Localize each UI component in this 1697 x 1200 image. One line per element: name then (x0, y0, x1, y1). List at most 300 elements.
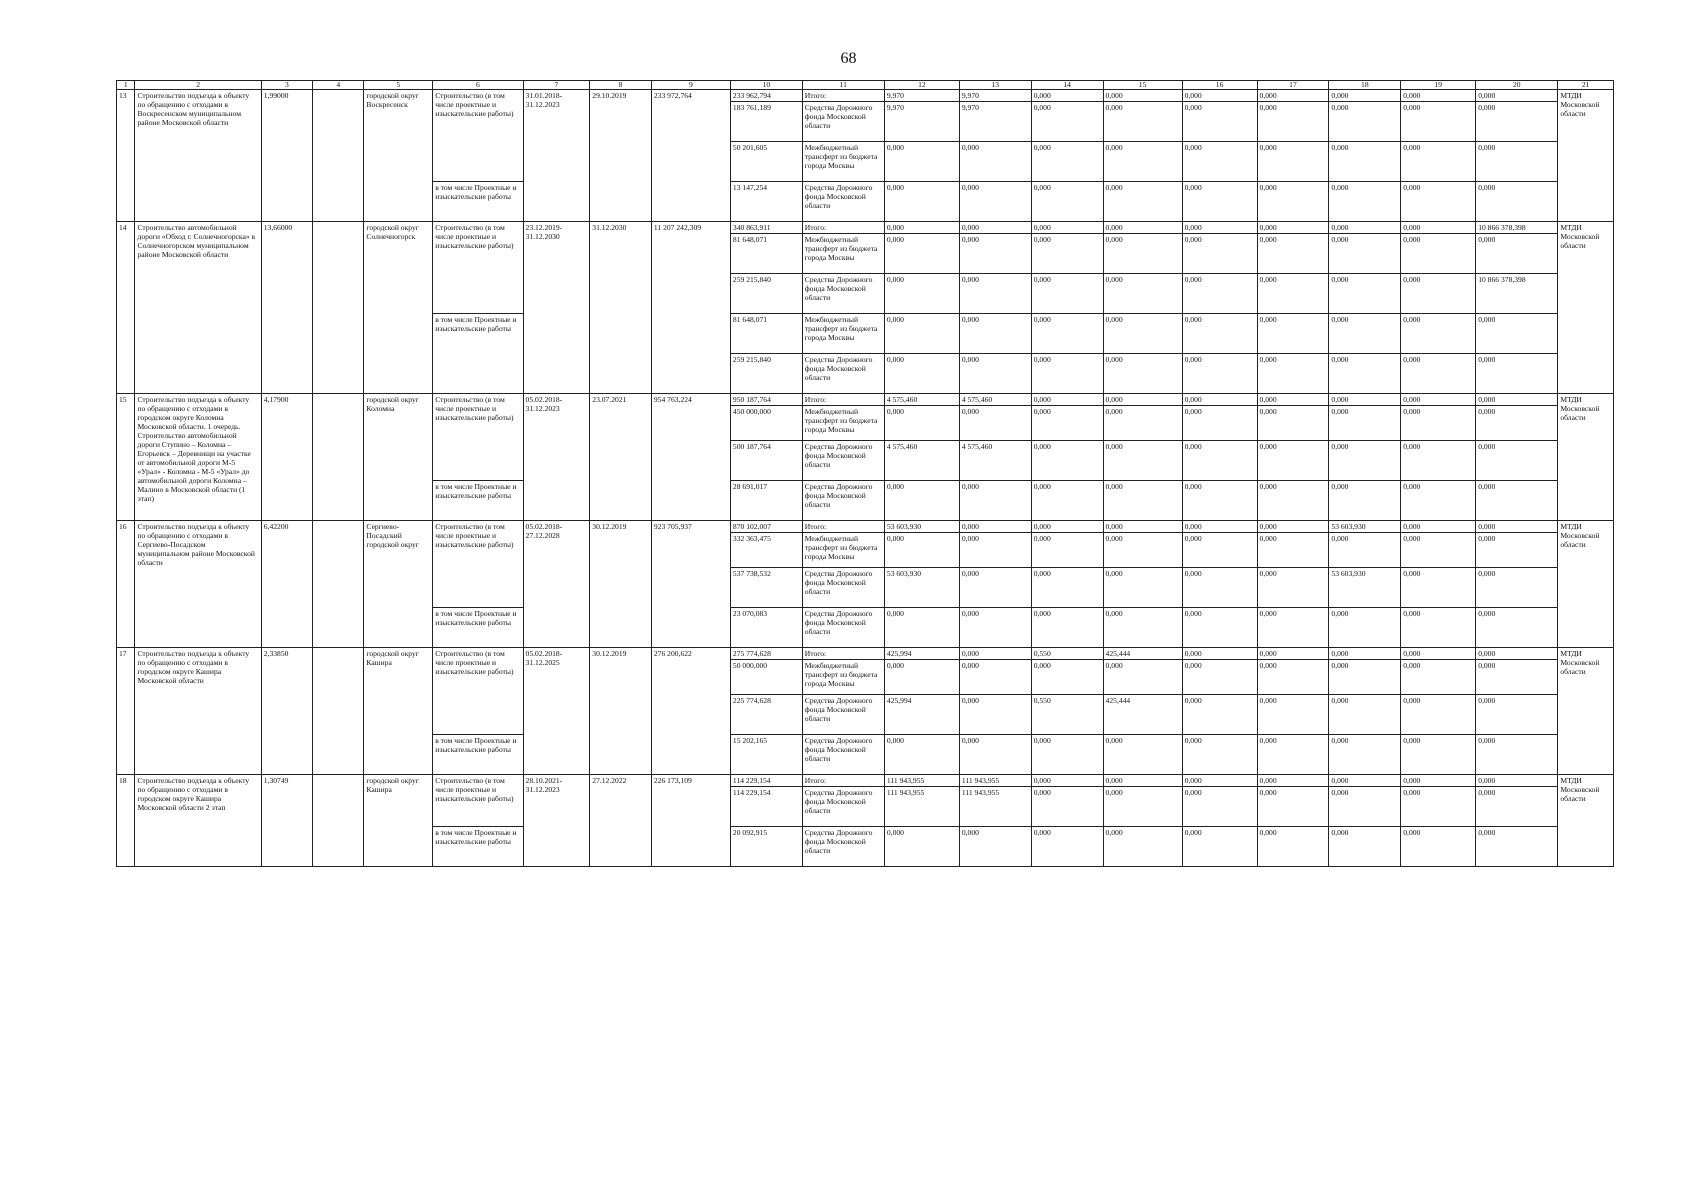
year-value: 9,970 (884, 90, 959, 102)
year-value: 9,970 (959, 102, 1031, 142)
funding-source: Межбюджетный трансферт из бюджета города Москвы (802, 234, 884, 274)
year-value: 0,000 (1031, 142, 1103, 182)
funded-amount: 275 774,628 (730, 648, 802, 660)
funding-source: Межбюджетный трансферт из бюджета города Москвы (802, 314, 884, 354)
year-value: 0,000 (959, 521, 1031, 533)
municipality: Сергиево-Посадский городской округ (364, 521, 433, 648)
year-value: 0,000 (1329, 648, 1401, 660)
year-value: 0,000 (1257, 182, 1329, 222)
year-value: 4 575,460 (884, 394, 959, 406)
year-value: 0,000 (1182, 827, 1257, 867)
column-number: 4 (313, 81, 364, 90)
year-value: 0,000 (1103, 90, 1182, 102)
funded-amount: 13 147,254 (730, 182, 802, 222)
object-name: Строительство подъезда к объекту по обращению с отходами в городском округе Коломна Московской области. 1 очередь. Строительство автомобильной дороги Ступино – Коломна – Егорьевск – Деревнищи на участке от автомобильной дороги М-5 «Урал» - Коломна - М-5 «Урал» до автомобильной дороги Коломна – Малино в Московской области (1 этап) (135, 394, 261, 521)
year-value: 0,000 (1182, 441, 1257, 481)
estimated-cost: 954 763,224 (651, 394, 730, 521)
year-value: 425,994 (884, 695, 959, 735)
year-value: 0,000 (959, 481, 1031, 521)
column-4 (313, 648, 364, 775)
year-value: 0,000 (1329, 775, 1401, 787)
column-4 (313, 394, 364, 521)
year-value: 0,000 (1476, 354, 1558, 394)
year-value: 0,000 (1103, 481, 1182, 521)
year-value: 0,000 (1103, 354, 1182, 394)
sub-work-type: в том числе Проектные и изыскательские работы (433, 314, 523, 394)
work-type: Строительство (в том числе проектные и изыскательские работы) (433, 648, 523, 735)
funding-source: Итого: (802, 775, 884, 787)
year-value: 0,000 (1329, 222, 1401, 234)
year-value: 425,444 (1103, 648, 1182, 660)
year-value: 0,000 (1031, 234, 1103, 274)
year-value: 0,000 (1182, 521, 1257, 533)
year-value: 0,000 (1103, 314, 1182, 354)
year-value: 0,000 (1329, 695, 1401, 735)
municipality: городской округ Воскресенск (364, 90, 433, 222)
budget-table-container (116, 80, 1614, 867)
table-row (117, 775, 1614, 787)
year-value: 0,000 (1401, 182, 1476, 222)
sub-work-type: в том числе Проектные и изыскательские работы (433, 182, 523, 222)
year-value: 0,000 (1257, 274, 1329, 314)
year-value: 0,000 (1257, 354, 1329, 394)
year-value: 0,000 (1476, 441, 1558, 481)
year-value: 0,000 (1257, 787, 1329, 827)
capacity: 1,30749 (261, 775, 312, 867)
year-value: 0,000 (884, 354, 959, 394)
year-value: 0,000 (1257, 394, 1329, 406)
year-value: 0,000 (1182, 406, 1257, 441)
funding-source: Средства Дорожного фонда Московской области (802, 608, 884, 648)
year-value: 0,000 (1182, 660, 1257, 695)
year-value: 0,000 (1182, 90, 1257, 102)
municipality: городской округ Коломна (364, 394, 433, 521)
year-value: 0,000 (1257, 142, 1329, 182)
completion-date: 27.12.2022 (590, 775, 652, 867)
year-value: 0,000 (884, 827, 959, 867)
column-number: 13 (959, 81, 1031, 90)
year-value: 0,000 (959, 827, 1031, 867)
work-type: Строительство (в том числе проектные и изыскательские работы) (433, 90, 523, 182)
column-number: 15 (1103, 81, 1182, 90)
year-value: 0,000 (1401, 90, 1476, 102)
column-number: 5 (364, 81, 433, 90)
year-value: 0,000 (1031, 568, 1103, 608)
year-value: 111 943,955 (959, 787, 1031, 827)
year-value: 0,000 (884, 608, 959, 648)
year-value: 0,000 (1031, 660, 1103, 695)
funded-amount: 183 761,189 (730, 102, 802, 142)
work-type: Строительство (в том числе проектные и изыскательские работы) (433, 222, 523, 314)
year-value: 0,000 (1103, 234, 1182, 274)
year-value: 0,000 (1476, 142, 1558, 182)
municipality: городской округ Кашира (364, 648, 433, 775)
year-value: 0,000 (884, 406, 959, 441)
completion-date: 31.12.2030 (590, 222, 652, 394)
year-value: 0,000 (1103, 775, 1182, 787)
capacity: 4,17900 (261, 394, 312, 521)
year-value: 0,000 (1031, 735, 1103, 775)
executor: МТДИ Московской области (1558, 521, 1614, 648)
year-value: 0,000 (1103, 102, 1182, 142)
funding-source: Средства Дорожного фонда Московской области (802, 568, 884, 608)
work-period: 05.02.2018-31.12.2025 (523, 648, 590, 775)
year-value: 0,000 (1182, 394, 1257, 406)
completion-date: 30.12.2019 (590, 521, 652, 648)
year-value: 0,000 (1476, 182, 1558, 222)
year-value: 0,000 (1031, 775, 1103, 787)
work-type: Строительство (в том числе проектные и изыскательские работы) (433, 775, 523, 827)
year-value: 0,000 (1031, 608, 1103, 648)
year-value: 0,000 (1476, 827, 1558, 867)
row-number: 17 (117, 648, 135, 775)
funded-amount: 870 102,007 (730, 521, 802, 533)
object-name: Строительство подъезда к объекту по обращению с отходами в Воскресенском муниципальном районе Московской области (135, 90, 261, 222)
year-value: 0,000 (959, 142, 1031, 182)
year-value: 0,000 (1476, 314, 1558, 354)
year-value: 0,000 (959, 735, 1031, 775)
year-value: 0,000 (1182, 314, 1257, 354)
column-number: 7 (523, 81, 590, 90)
year-value: 10 866 378,398 (1476, 222, 1558, 234)
year-value: 0,000 (1103, 568, 1182, 608)
year-value: 0,550 (1031, 695, 1103, 735)
funded-amount: 15 202,165 (730, 735, 802, 775)
year-value: 0,000 (1103, 533, 1182, 568)
sub-work-type: в том числе Проектные и изыскательские работы (433, 608, 523, 648)
year-value: 0,000 (1257, 827, 1329, 867)
year-value: 4 575,460 (959, 394, 1031, 406)
year-value: 0,000 (884, 481, 959, 521)
executor: МТДИ Московской области (1558, 775, 1614, 867)
year-value: 0,000 (1401, 827, 1476, 867)
year-value: 425,444 (1103, 695, 1182, 735)
year-value: 0,000 (1401, 234, 1476, 274)
year-value: 0,000 (1401, 775, 1476, 787)
year-value: 0,000 (884, 660, 959, 695)
funding-source: Средства Дорожного фонда Московской области (802, 182, 884, 222)
year-value: 0,000 (1182, 648, 1257, 660)
year-value: 0,000 (1257, 314, 1329, 354)
year-value: 0,000 (1401, 354, 1476, 394)
table-row (117, 521, 1614, 533)
year-value: 0,000 (1257, 481, 1329, 521)
year-value: 0,000 (1329, 274, 1401, 314)
year-value: 0,000 (1182, 695, 1257, 735)
year-value: 0,000 (1182, 274, 1257, 314)
column-number: 8 (590, 81, 652, 90)
executor: МТДИ Московской области (1558, 394, 1614, 521)
executor: МТДИ Московской области (1558, 648, 1614, 775)
capacity: 2,33850 (261, 648, 312, 775)
year-value: 0,000 (884, 735, 959, 775)
capacity: 13,66000 (261, 222, 312, 394)
year-value: 0,000 (1401, 274, 1476, 314)
funded-amount: 225 774,628 (730, 695, 802, 735)
year-value: 0,000 (1476, 521, 1558, 533)
year-value: 0,000 (1329, 354, 1401, 394)
year-value: 425,994 (884, 648, 959, 660)
year-value: 0,000 (1031, 354, 1103, 394)
year-value: 0,000 (1257, 533, 1329, 568)
funding-source: Средства Дорожного фонда Московской области (802, 274, 884, 314)
funded-amount: 332 363,475 (730, 533, 802, 568)
column-number: 17 (1257, 81, 1329, 90)
funded-amount: 23 070,083 (730, 608, 802, 648)
year-value: 0,000 (1329, 142, 1401, 182)
year-value: 0,000 (1257, 695, 1329, 735)
year-value: 0,000 (959, 406, 1031, 441)
year-value: 0,000 (1476, 406, 1558, 441)
work-period: 31.01.2018-31.12.2023 (523, 90, 590, 222)
row-number: 14 (117, 222, 135, 394)
row-number: 18 (117, 775, 135, 867)
year-value: 0,000 (1476, 695, 1558, 735)
year-value: 0,000 (1103, 441, 1182, 481)
year-value: 0,000 (1031, 182, 1103, 222)
column-number: 14 (1031, 81, 1103, 90)
year-value: 0,000 (884, 533, 959, 568)
year-value: 0,000 (1257, 90, 1329, 102)
year-value: 0,000 (1476, 234, 1558, 274)
year-value: 0,000 (1182, 354, 1257, 394)
year-value: 10 866 378,398 (1476, 274, 1558, 314)
year-value: 0,000 (1329, 608, 1401, 648)
estimated-cost: 276 200,622 (651, 648, 730, 775)
funded-amount: 81 648,071 (730, 314, 802, 354)
column-number: 6 (433, 81, 523, 90)
column-4 (313, 521, 364, 648)
year-value: 0,000 (1257, 660, 1329, 695)
year-value: 0,000 (1257, 608, 1329, 648)
year-value: 0,000 (884, 182, 959, 222)
year-value: 0,000 (1476, 394, 1558, 406)
year-value: 0,000 (1476, 648, 1558, 660)
year-value: 0,000 (1329, 827, 1401, 867)
estimated-cost: 923 705,937 (651, 521, 730, 648)
column-number: 9 (651, 81, 730, 90)
funded-amount: 233 962,794 (730, 90, 802, 102)
year-value: 0,000 (1031, 102, 1103, 142)
row-number: 15 (117, 394, 135, 521)
sub-work-type: в том числе Проектные и изыскательские работы (433, 481, 523, 521)
year-value: 0,000 (1401, 660, 1476, 695)
object-name: Строительство автомобильной дороги «Обход г. Солнечногорска» в Солнечногорском муниципальном районе Московской области (135, 222, 261, 394)
table-row (117, 222, 1614, 234)
year-value: 0,000 (1476, 660, 1558, 695)
funding-source: Межбюджетный трансферт из бюджета города Москвы (802, 142, 884, 182)
year-value: 0,000 (1329, 394, 1401, 406)
completion-date: 23.07.2021 (590, 394, 652, 521)
year-value: 0,000 (1182, 222, 1257, 234)
year-value: 0,000 (1329, 406, 1401, 441)
year-value: 0,000 (1182, 735, 1257, 775)
year-value: 0,000 (1103, 182, 1182, 222)
work-period: 05.02.2018-31.12.2023 (523, 394, 590, 521)
funding-source: Средства Дорожного фонда Московской области (802, 827, 884, 867)
column-number: 18 (1329, 81, 1401, 90)
year-value: 0,000 (1257, 441, 1329, 481)
executor: МТДИ Московской области (1558, 222, 1614, 394)
year-value: 0,000 (1401, 735, 1476, 775)
estimated-cost: 226 173,109 (651, 775, 730, 867)
year-value: 0,000 (959, 695, 1031, 735)
year-value: 0,000 (959, 533, 1031, 568)
year-value: 0,000 (1401, 568, 1476, 608)
year-value: 0,000 (1476, 608, 1558, 648)
year-value: 0,000 (1031, 533, 1103, 568)
funding-source: Итого: (802, 648, 884, 660)
year-value: 0,000 (1257, 521, 1329, 533)
year-value: 0,000 (1103, 787, 1182, 827)
funding-source: Средства Дорожного фонда Московской области (802, 787, 884, 827)
year-value: 0,000 (1103, 521, 1182, 533)
year-value: 0,000 (1182, 775, 1257, 787)
work-type: Строительство (в том числе проектные и изыскательские работы) (433, 394, 523, 481)
column-4 (313, 222, 364, 394)
column-4 (313, 90, 364, 222)
column-number: 16 (1182, 81, 1257, 90)
column-number: 3 (261, 81, 312, 90)
year-value: 0,000 (884, 142, 959, 182)
year-value: 0,000 (1031, 827, 1103, 867)
year-value: 0,000 (1031, 394, 1103, 406)
funding-source: Средства Дорожного фонда Московской области (802, 735, 884, 775)
year-value: 0,000 (1182, 568, 1257, 608)
work-period: 05.02.2018-27.12.2028 (523, 521, 590, 648)
work-period: 23.12.2019-31.12.2030 (523, 222, 590, 394)
completion-date: 29.10.2019 (590, 90, 652, 222)
funded-amount: 259 215,840 (730, 274, 802, 314)
year-value: 0,000 (1401, 102, 1476, 142)
year-value: 0,000 (1476, 775, 1558, 787)
column-number-row (117, 81, 1614, 90)
year-value: 0,000 (1257, 648, 1329, 660)
year-value: 0,000 (1031, 481, 1103, 521)
year-value: 0,000 (1401, 787, 1476, 827)
row-number: 16 (117, 521, 135, 648)
year-value: 0,000 (1401, 481, 1476, 521)
year-value: 111 943,955 (959, 775, 1031, 787)
municipality: городской округ Солнечногорск (364, 222, 433, 394)
year-value: 0,000 (959, 314, 1031, 354)
year-value: 111 943,955 (884, 787, 959, 827)
year-value: 0,000 (1476, 481, 1558, 521)
work-type: Строительство (в том числе проектные и изыскательские работы) (433, 521, 523, 608)
estimated-cost: 233 972,764 (651, 90, 730, 222)
year-value: 0,000 (1329, 533, 1401, 568)
object-name: Строительство подъезда к объекту по обращению с отходами в городском округе Кашира Московской области 2 этап (135, 775, 261, 867)
year-value: 0,000 (1103, 274, 1182, 314)
year-value: 0,000 (959, 608, 1031, 648)
year-value: 0,000 (1476, 533, 1558, 568)
year-value: 0,000 (1329, 735, 1401, 775)
year-value: 9,970 (884, 102, 959, 142)
estimated-cost: 11 207 242,309 (651, 222, 730, 394)
year-value: 0,000 (1103, 660, 1182, 695)
funded-amount: 20 092,915 (730, 827, 802, 867)
year-value: 0,000 (1182, 608, 1257, 648)
funded-amount: 259 215,840 (730, 354, 802, 394)
year-value: 0,000 (1476, 102, 1558, 142)
year-value: 53 603,930 (884, 568, 959, 608)
year-value: 0,000 (1401, 521, 1476, 533)
funding-source: Итого: (802, 394, 884, 406)
year-value: 0,000 (1476, 568, 1558, 608)
funding-source: Средства Дорожного фонда Московской области (802, 481, 884, 521)
year-value: 0,000 (1103, 394, 1182, 406)
column-number: 12 (884, 81, 959, 90)
year-value: 0,000 (1476, 90, 1558, 102)
year-value: 0,000 (1401, 648, 1476, 660)
year-value: 0,000 (1329, 787, 1401, 827)
year-value: 0,000 (1182, 787, 1257, 827)
funding-source: Средства Дорожного фонда Московской области (802, 102, 884, 142)
year-value: 0,000 (1329, 182, 1401, 222)
year-value: 9,970 (959, 90, 1031, 102)
year-value: 0,000 (1103, 827, 1182, 867)
year-value: 0,000 (959, 234, 1031, 274)
sub-work-type: в том числе Проектные и изыскательские работы (433, 735, 523, 775)
year-value: 0,000 (1329, 102, 1401, 142)
year-value: 0,000 (1257, 775, 1329, 787)
object-name: Строительство подъезда к объекту по обращению с отходами в городском округе Кашира Московской области (135, 648, 261, 775)
year-value: 0,000 (1329, 441, 1401, 481)
year-value: 0,000 (1182, 142, 1257, 182)
column-number: 1 (117, 81, 135, 90)
funding-source: Средства Дорожного фонда Московской области (802, 695, 884, 735)
year-value: 0,000 (959, 222, 1031, 234)
funding-source: Межбюджетный трансферт из бюджета города Москвы (802, 406, 884, 441)
year-value: 0,000 (1103, 142, 1182, 182)
funded-amount: 114 229,154 (730, 787, 802, 827)
year-value: 0,000 (1257, 222, 1329, 234)
funded-amount: 50 201,605 (730, 142, 802, 182)
object-name: Строительство подъезда к объекту по обращению с отходами в Сергиево-Посадском муниципальном районе Московской области (135, 521, 261, 648)
year-value: 111 943,955 (884, 775, 959, 787)
year-value: 0,000 (1031, 274, 1103, 314)
year-value: 53 603,930 (1329, 568, 1401, 608)
funding-source: Средства Дорожного фонда Московской области (802, 354, 884, 394)
table-row (117, 394, 1614, 406)
work-period: 28.10.2021-31.12.2023 (523, 775, 590, 867)
row-number: 13 (117, 90, 135, 222)
year-value: 0,000 (1182, 533, 1257, 568)
column-number: 11 (802, 81, 884, 90)
funded-amount: 81 648,071 (730, 234, 802, 274)
completion-date: 30.12.2019 (590, 648, 652, 775)
funded-amount: 450 000,000 (730, 406, 802, 441)
year-value: 0,000 (1182, 182, 1257, 222)
year-value: 0,000 (1329, 314, 1401, 354)
executor: МТДИ Московской области (1558, 90, 1614, 222)
column-number: 20 (1476, 81, 1558, 90)
year-value: 0,000 (1401, 695, 1476, 735)
year-value: 0,000 (1031, 222, 1103, 234)
funding-source: Межбюджетный трансферт из бюджета города Москвы (802, 660, 884, 695)
table-row (117, 90, 1614, 102)
year-value: 0,000 (1257, 234, 1329, 274)
sub-work-type: в том числе Проектные и изыскательские работы (433, 827, 523, 867)
budget-table (116, 80, 1614, 867)
year-value: 0,000 (1401, 441, 1476, 481)
funded-amount: 537 738,532 (730, 568, 802, 608)
column-number: 2 (135, 81, 261, 90)
municipality: городской округ Кашира (364, 775, 433, 867)
year-value: 0,000 (1031, 406, 1103, 441)
year-value: 0,000 (959, 274, 1031, 314)
year-value: 0,000 (1401, 314, 1476, 354)
